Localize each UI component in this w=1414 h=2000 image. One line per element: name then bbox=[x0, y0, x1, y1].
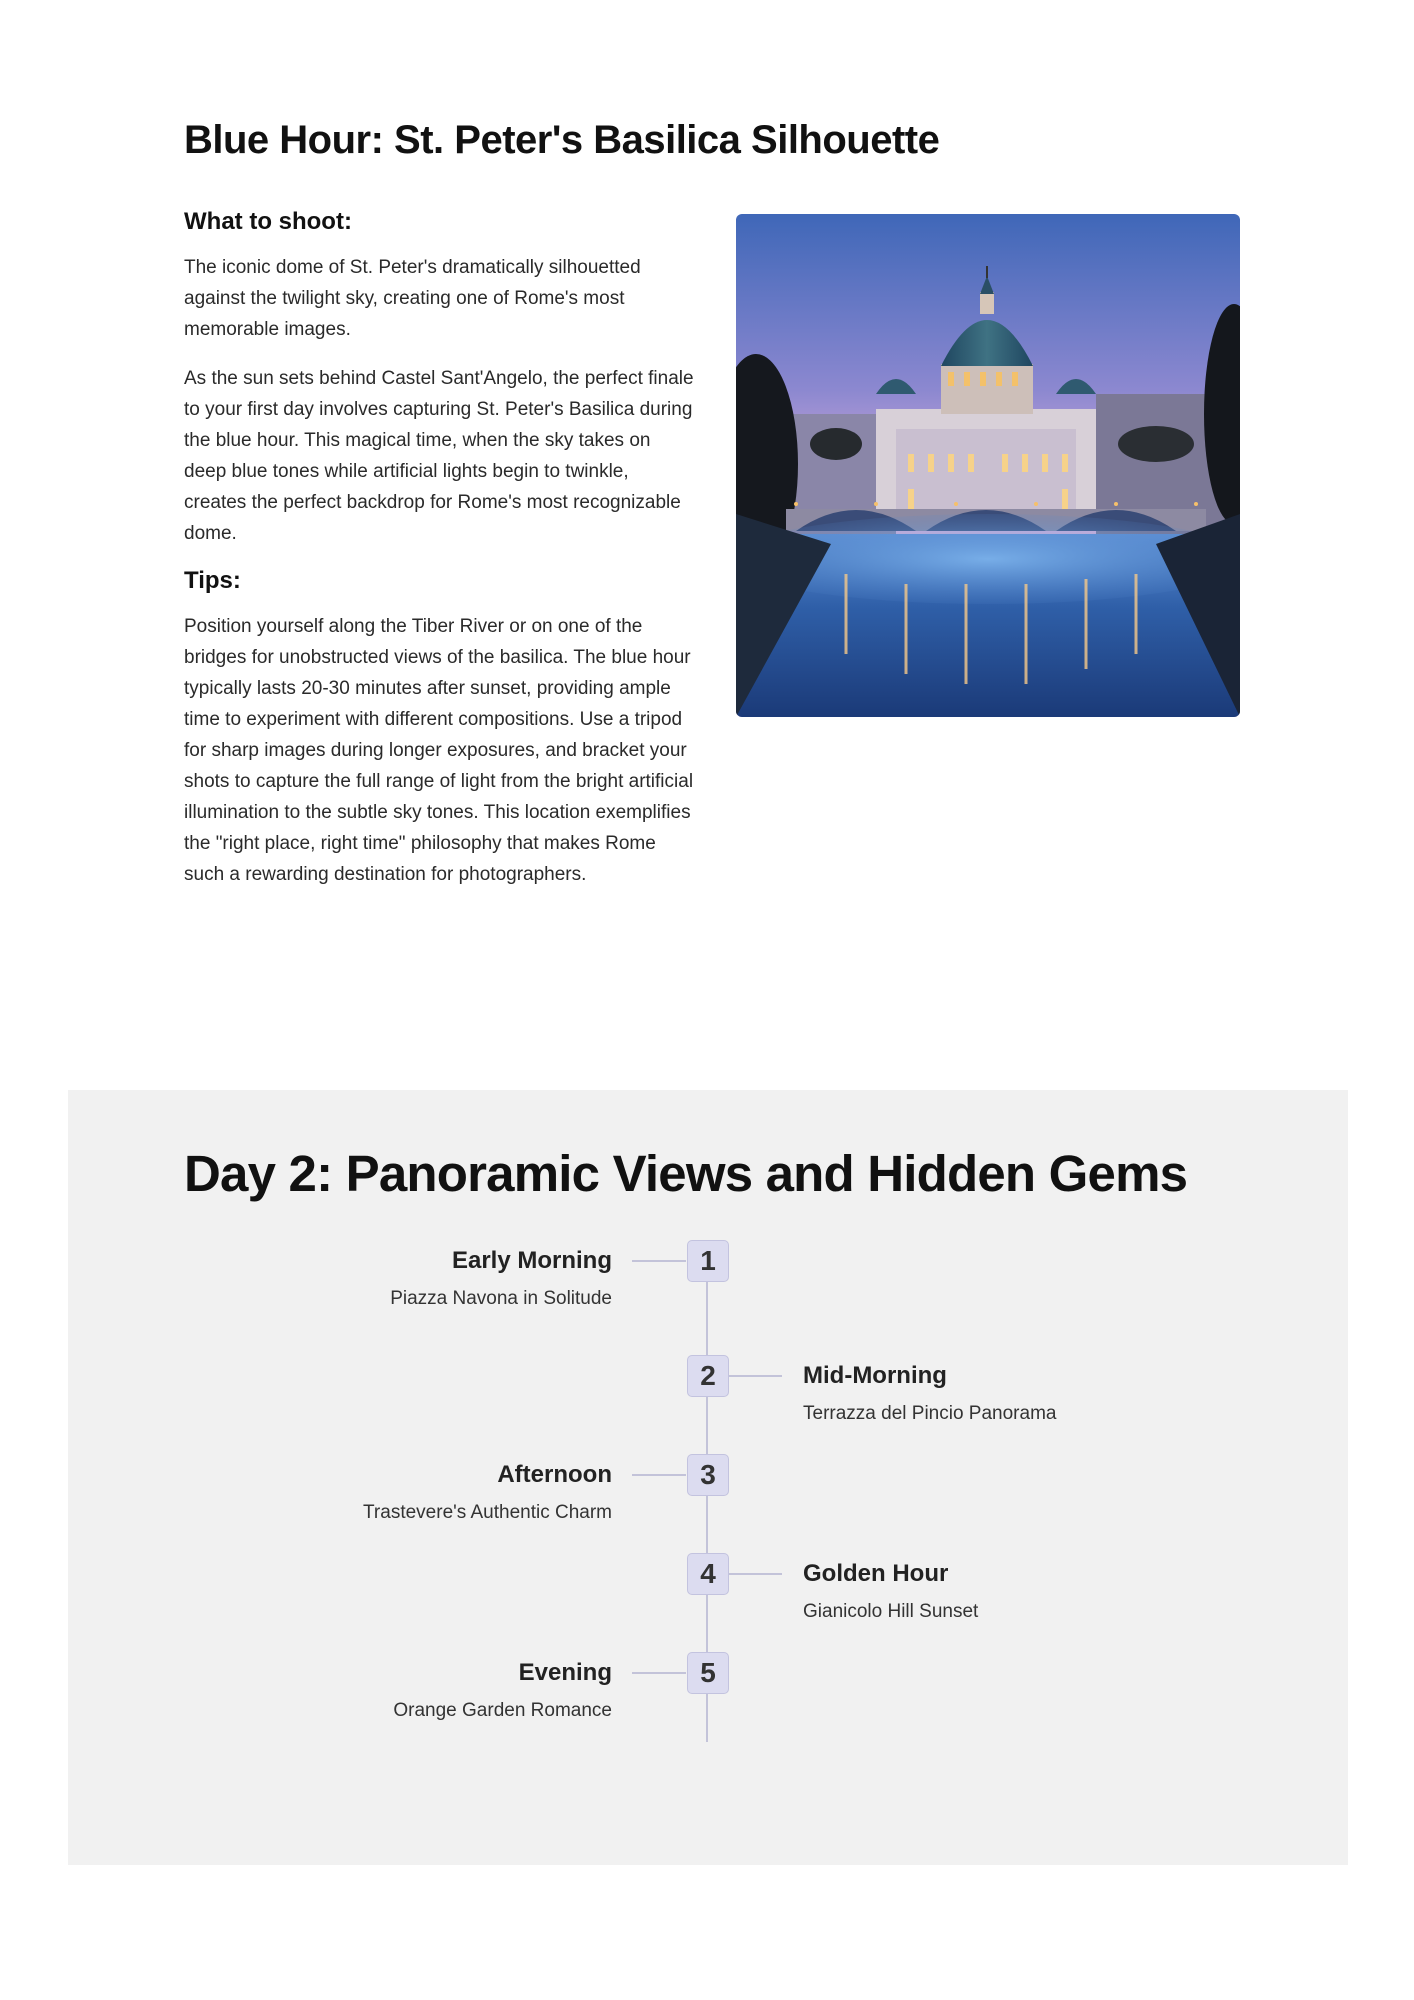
time-label: Mid-Morning bbox=[803, 1362, 947, 1389]
what-to-shoot-heading: What to shoot: bbox=[184, 208, 352, 235]
context-paragraph: As the sun sets behind Castel Sant'Angelo, the perfect finale to your first day involves capturing St. Peter's Basilica during the blue hour. This magical time, when the sky takes on deep blue tones while artificial lights begin to twinkle, creates the perfect backdrop for Rome's most recognizable dome. bbox=[184, 368, 694, 544]
time-label: Golden Hour bbox=[803, 1560, 949, 1587]
description-paragraph: The iconic dome of St. Peter's dramatically silhouetted against the twilight sky, creating one of Rome's most memorable images. bbox=[184, 257, 641, 340]
tips-heading: Tips: bbox=[184, 567, 241, 594]
timeline-item-3 bbox=[132, 1460, 612, 1526]
text-column bbox=[184, 208, 696, 908]
timeline-item-5 bbox=[132, 1658, 612, 1724]
day2-title: Day 2: Panoramic Views and Hidden Gems bbox=[184, 1145, 1188, 1202]
itinerary-timeline bbox=[68, 1090, 1348, 1865]
timeline-item-2 bbox=[803, 1361, 1283, 1427]
timeline-connector bbox=[728, 1573, 782, 1575]
time-label: Early Morning bbox=[451, 1247, 612, 1274]
timeline-connector bbox=[728, 1375, 782, 1377]
day2-section bbox=[68, 1090, 1348, 1865]
timeline-item-4 bbox=[803, 1559, 1283, 1625]
section-title: Blue Hour: St. Peter's Basilica Silhouette bbox=[184, 118, 940, 162]
timeline-connector bbox=[632, 1672, 686, 1674]
basilica-photo bbox=[736, 214, 1240, 717]
step-badge-2: 2 bbox=[687, 1355, 729, 1397]
place-label: Gianicolo Hill Sunset bbox=[803, 1601, 979, 1622]
timeline-item-1 bbox=[132, 1246, 612, 1312]
place-label: Orange Garden Romance bbox=[393, 1700, 612, 1721]
step-badge-4: 4 bbox=[687, 1553, 729, 1595]
step-badge-3: 3 bbox=[687, 1454, 729, 1496]
place-label: Terrazza del Pincio Panorama bbox=[803, 1403, 1057, 1424]
timeline-connector bbox=[632, 1260, 686, 1262]
place-label: Trastevere's Authentic Charm bbox=[363, 1502, 612, 1523]
timeline-connector bbox=[632, 1474, 686, 1476]
time-label: Afternoon bbox=[497, 1461, 612, 1488]
step-badge-1: 1 bbox=[687, 1240, 729, 1282]
place-label: Piazza Navona in Solitude bbox=[390, 1288, 612, 1309]
step-badge-5: 5 bbox=[687, 1652, 729, 1694]
tips-paragraph: Position yourself along the Tiber River or on one of the bridges for unobstructed views of the basilica. The blue hour typically lasts 20-30 minutes after sunset, providing ample time to experiment with different compositions. Use a tripod for sharp images during longer exposures, and bracket your shots to capture the full range of light from the bright artificial illumination to the subtle sky tones. This location exemplifies the "right place, right time" philosophy that makes Rome such a rewarding destination for photographers. bbox=[184, 616, 694, 885]
time-label: Evening bbox=[518, 1659, 612, 1686]
